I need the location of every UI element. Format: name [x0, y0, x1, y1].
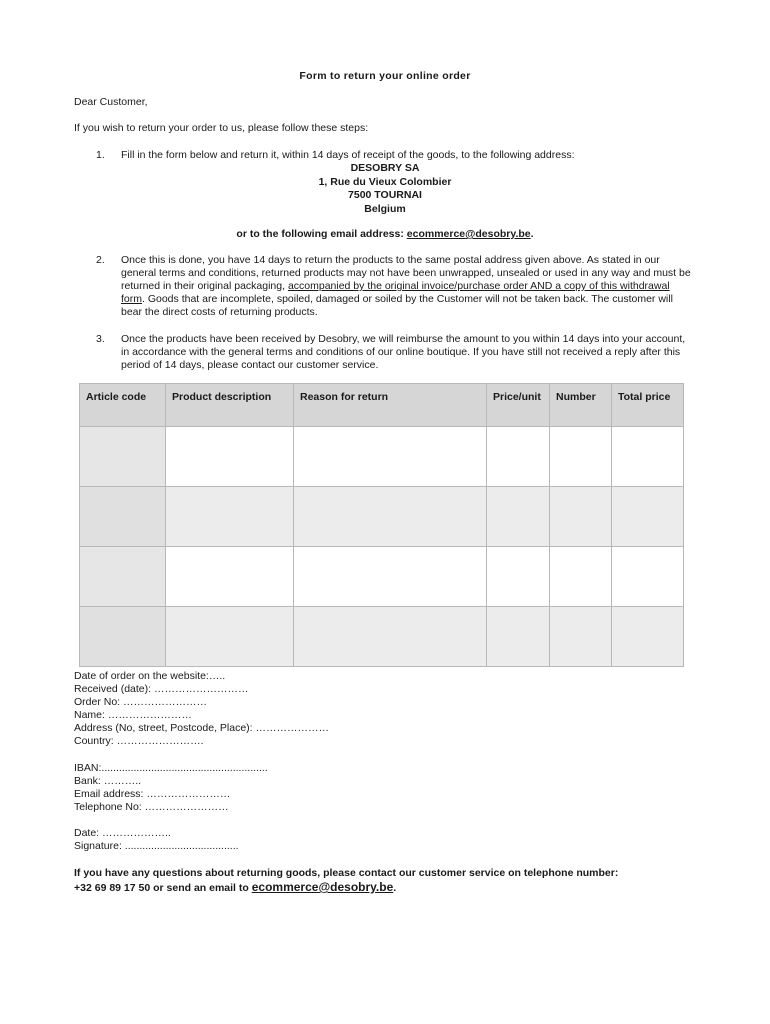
telephone-field[interactable]: Telephone No: …………………… — [74, 801, 229, 813]
email-link[interactable]: ecommerce@desobry.be — [406, 228, 531, 240]
article-code-cell[interactable] — [80, 487, 166, 547]
page-title: Form to return your online order — [299, 70, 471, 82]
signature-fields — [74, 827, 694, 853]
price-unit-cell[interactable] — [487, 607, 550, 667]
header-reason-for-return: Reason for return — [294, 384, 487, 427]
email-line — [0, 228, 770, 242]
total-price-cell[interactable] — [612, 487, 684, 547]
header-number: Number — [550, 384, 612, 427]
reason-cell[interactable] — [294, 487, 487, 547]
step-2-number: 2. — [96, 254, 105, 266]
iban-field[interactable]: IBAN:......................................................... — [74, 762, 268, 774]
table-row — [80, 547, 684, 607]
name-field[interactable]: Name: …………………… — [74, 709, 192, 721]
article-code-cell[interactable] — [80, 547, 166, 607]
country-field[interactable]: Country: ……………………. — [74, 735, 204, 747]
footer-phone-text: +32 69 89 17 50 or send an email to — [74, 882, 252, 894]
step-3-text: Once the products have been received by Desobry, we will reimburse the amount to you within 14 days into your account, in accordance with the general terms and conditions of our online boutique. If you have still not received a reply after this period of 14 days, please contact our customer service. — [121, 333, 686, 371]
email-line-prefix: or to the following email address: — [236, 228, 407, 240]
step-1-text: Fill in the form below and return it, within 14 days of receipt of the goods, to the following address: — [121, 149, 575, 161]
greeting: Dear Customer, — [74, 96, 148, 108]
header-price-unit: Price/unit — [487, 384, 550, 427]
reason-cell[interactable] — [294, 547, 487, 607]
number-cell[interactable] — [550, 487, 612, 547]
step-2-text-a: Once this is done, you have 14 days to return the products to the same postal address given above. As stated in our general terms and conditions, returned products may not have been unwrapped, unsealed or used in any way and must be returned in their original packaging, — [121, 254, 691, 292]
step-2-text — [121, 254, 693, 319]
total-price-cell[interactable] — [612, 427, 684, 487]
email-line-suffix: . — [530, 228, 534, 240]
order-info-fields — [74, 670, 694, 748]
bank-info-fields — [74, 762, 694, 814]
price-unit-cell[interactable] — [487, 487, 550, 547]
step-2-underlined-text: accompanied by the original invoice/purchase order AND a copy of this withdrawal form — [121, 280, 670, 305]
total-price-cell[interactable] — [612, 547, 684, 607]
address-field[interactable]: Address (No, street, Postcode, Place): ………………… — [74, 722, 329, 734]
footer-line-2 — [74, 880, 714, 895]
footer-line-1: If you have any questions about returning goods, please contact our customer service on telephone number: — [74, 867, 619, 879]
date-of-order-field[interactable]: Date of order on the website:….. — [74, 670, 226, 682]
step-2-text-b: . Goods that are incomplete, spoiled, damaged or soiled by the Customer will not be taken back. The customer will bear the direct costs of returning products. — [121, 293, 673, 318]
table-row — [80, 607, 684, 667]
header-article-code: Article code — [80, 384, 166, 427]
contact-footer — [74, 866, 714, 895]
signature-field[interactable]: Signature: ....................................... — [74, 840, 239, 852]
date-field[interactable]: Date: ……………….. — [74, 827, 171, 839]
product-description-cell[interactable] — [166, 487, 294, 547]
step-3-number: 3. — [96, 333, 105, 345]
number-cell[interactable] — [550, 547, 612, 607]
reason-cell[interactable] — [294, 427, 487, 487]
table-row — [80, 427, 684, 487]
address-city: 7500 TOURNAI — [348, 189, 422, 201]
header-product-description: Product description — [166, 384, 294, 427]
table-header-row — [80, 384, 684, 427]
step-1-number: 1. — [96, 149, 105, 161]
header-total-price: Total price — [612, 384, 684, 427]
total-price-cell[interactable] — [612, 607, 684, 667]
table-row — [80, 487, 684, 547]
article-code-cell[interactable] — [80, 427, 166, 487]
returns-table — [79, 383, 684, 667]
price-unit-cell[interactable] — [487, 427, 550, 487]
number-cell[interactable] — [550, 427, 612, 487]
price-unit-cell[interactable] — [487, 547, 550, 607]
bank-field[interactable]: Bank: ……….. — [74, 775, 142, 787]
article-code-cell[interactable] — [80, 607, 166, 667]
footer-suffix: . — [393, 882, 397, 894]
address-country: Belgium — [364, 202, 406, 215]
number-cell[interactable] — [550, 607, 612, 667]
product-description-cell[interactable] — [166, 607, 294, 667]
product-description-cell[interactable] — [166, 427, 294, 487]
product-description-cell[interactable] — [166, 547, 294, 607]
order-no-field[interactable]: Order No: …………………… — [74, 696, 208, 708]
email-address-field[interactable]: Email address: …………………… — [74, 788, 231, 800]
address-company: DESOBRY SA — [350, 162, 420, 174]
intro-text: If you wish to return your order to us, please follow these steps: — [74, 122, 369, 134]
reason-cell[interactable] — [294, 607, 487, 667]
footer-email-link[interactable]: ecommerce@desobry.be — [251, 880, 394, 894]
received-date-field[interactable]: Received (date): ……………………… — [74, 683, 249, 695]
address-street: 1, Rue du Vieux Colombier — [318, 175, 452, 188]
